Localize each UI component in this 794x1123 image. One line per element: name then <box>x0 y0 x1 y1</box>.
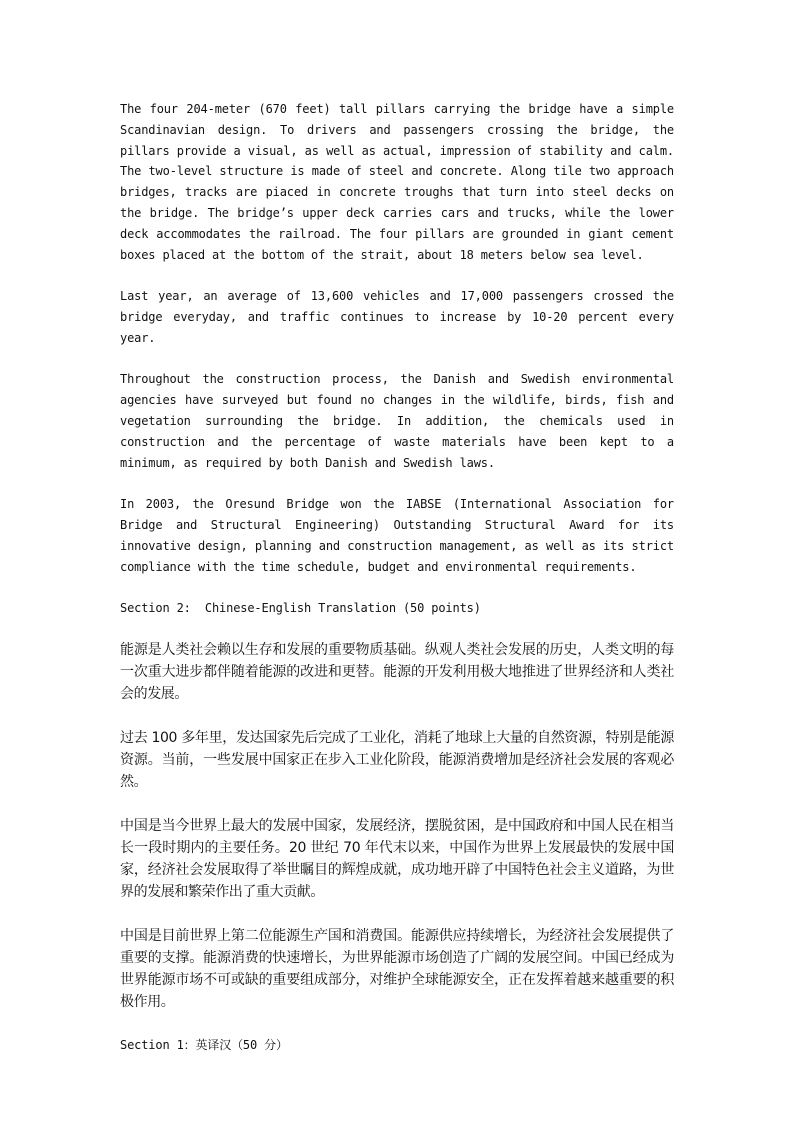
paragraph-traffic: Last year, an average of 13,600 vehicles and 17,000 passengers crossed the bridge everyday, and traffic continues to increase by 10-20 percent every year. <box>120 289 674 345</box>
paragraph-zh-industrialization: 过去 100 多年里，发达国家先后完成了工业化，消耗了地球上大量的自然资源，特别是能源资源。当前，一些发展中国家正在步入工业化阶段，能源消费增加是经济社会发展的客观必然。 <box>120 729 674 790</box>
paragraph-environment: Throughout the construction process, the Danish and Swedish environmental agencies have surveyed but found no changes in the wildlife, birds, fish and vegetation surrounding the bridge. In addition, the chemicals used in construction and the percentage of waste materials have been kept to a minimum, as required by both Danish and Swedish laws. <box>120 372 674 470</box>
section-1-heading: Section 1：英译汉（50 分） <box>120 1037 288 1052</box>
paragraph-zh-energy-foundation: 能源是人类社会赖以生存和发展的重要物质基础。纵观人类社会发展的历史，人类文明的每一次重大进步都伴随着能源的改进和更替。能源的开发利用极大地推进了世界经济和人类社会的发展。 <box>120 641 674 702</box>
document-page <box>120 99 674 1056</box>
section-2-heading: Section 2: Chinese-English Translation (50 points) <box>120 601 481 616</box>
paragraph-pillars: The four 204-meter (670 feet) tall pillars carrying the bridge have a simple Scandinavian design. To drivers and passengers crossing the bridge, the pillars provide a visual, as well as actual, impression of stability and calm. The two-level structure is made of steel and concrete. Along tile two approach bridges, tracks are piaced in concrete troughs that turn into steel decks on the bridge. The bridge’s upper deck carries cars and trucks, while the lower deck accommodates the railroad. The four pillars are grounded in giant cement boxes placed at the bottom of the strait, about 18 meters below sea level. <box>120 102 674 262</box>
paragraph-award: In 2003, the Oresund Bridge won the IABSE (International Association for Bridge and Structural Engineering) Outstanding Structural Award for its innovative design, planning and construction management, as well as its strict compliance with the time schedule, budget and environmental requirements. <box>120 497 674 574</box>
paragraph-zh-energy-producer: 中国是目前世界上第二位能源生产国和消费国。能源供应持续增长，为经济社会发展提供了重要的支撑。能源消费的快速增长，为世界能源市场创造了广阔的发展空间。中国已经成为世界能源市场不可或缺的重要组成部分，对维护全球能源安全，正在发挥着越来越重要的积极作用。 <box>120 927 674 1010</box>
paragraph-zh-development: 中国是当今世界上最大的发展中国家，发展经济，摆脱贫困，是中国政府和中国人民在相当长一段时期内的主要任务。20 世纪 70 年代末以来，中国作为世界上发展最快的发展中国家，经济社会发展取得了举世瞩目的辉煌成就，成功地开辟了中国特色社会主义道路，为世界的发展和繁荣作出了重大贡献。 <box>120 817 674 900</box>
